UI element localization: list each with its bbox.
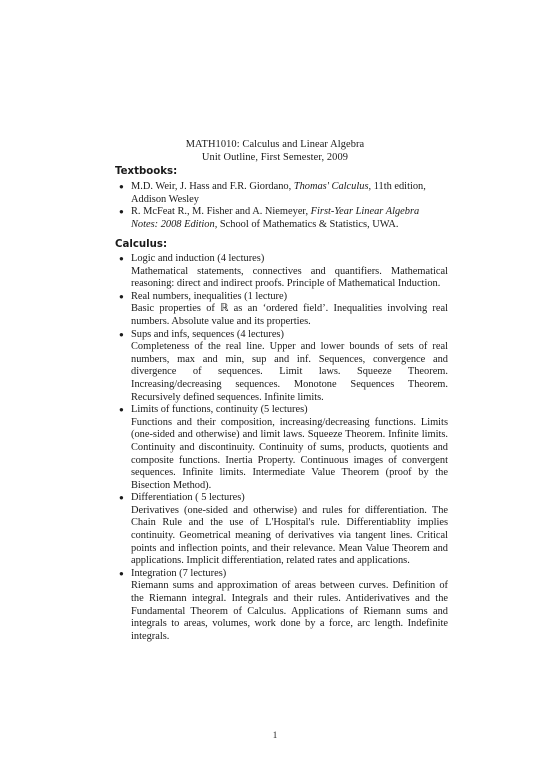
bullet-icon: ●	[119, 182, 124, 191]
textbook-edition: School of Mathematics & Statistics, UWA.	[217, 218, 399, 230]
page-number: 1	[272, 730, 278, 740]
topic-description: Mathematical statements, connectives and quantifiers. Mathematical reasoning: direct and indirect proofs. Principle of Mathematical Induction.	[131, 265, 448, 290]
topic-description: Functions and their composition, increasing/decreasing functions. Limits (one-sided and otherwise) and limit laws. Squeeze Theorem. Infinite limits. Continuity and discontinuity. Continuity of sums, products, quotients and composite functions. Inertia Property. Continuous images of convergent sequences. Infinite limits. Intermediate Value Theorem (proof by the Bisection Method).	[131, 416, 448, 491]
topic-title: Limits of functions, continuity (5 lectures)	[131, 404, 308, 416]
textbook-title: First-Year Linear Algebra Notes: 2008 Edition,	[131, 206, 420, 230]
textbook-authors: R. McFeat R., M. Fisher and A. Niemeyer,	[131, 206, 311, 218]
textbook-edition: 11th edition, Addison Wesley	[131, 181, 426, 205]
topic-description: Riemann sums and approximation of areas between curves. Definition of the Riemann integral. Integrals and their rules. Antiderivatives and the Fundamental Theorem of Calculus. Applications of Riemann sums and integrals to areas, volumes, work done by a force, arc length. Indefinite integrals.	[131, 580, 448, 642]
calculus-topic-list	[115, 253, 448, 643]
topic-item	[115, 404, 448, 492]
textbook-item	[115, 206, 448, 231]
textbooks-heading: Textbooks:	[115, 166, 178, 177]
bullet-icon: ●	[119, 568, 124, 578]
bullet-icon: ●	[119, 329, 124, 339]
textbook-item	[115, 181, 448, 206]
topic-item	[115, 329, 448, 405]
topic-title: Sups and infs, sequences (4 lectures)	[131, 328, 284, 340]
topic-description: Completeness of the real line. Upper and lower bounds of sets of real numbers, max and min, sup and inf. Sequences, convergence and divergence of sequences. Limit laws. Squeeze Theorem. Increasing/decreasing sequences. Monotone Sequences Theorem. Recursively defined sequences. Infinite limits.	[131, 341, 448, 403]
topic-title: Integration (7 lectures)	[131, 567, 227, 579]
topic-description: Basic properties of ℝ as an ‘ordered field’. Inequalities involving real numbers. Absolute value and its properties.	[131, 303, 448, 327]
bullet-icon: ●	[119, 291, 124, 301]
document-title	[0, 138, 550, 164]
topic-item	[115, 492, 448, 568]
bullet-icon: ●	[119, 493, 124, 503]
topic-title: Logic and induction (4 lectures)	[131, 253, 265, 264]
topic-title: Real numbers, inequalities (1 lecture)	[131, 290, 288, 302]
bullet-icon: ●	[119, 405, 124, 415]
title-line-1: MATH1010: Calculus and Linear Algebra	[185, 139, 365, 150]
textbook-authors: M.D. Weir, J. Hass and F.R. Giordano,	[131, 181, 294, 192]
topic-item	[115, 253, 448, 291]
topic-description: Derivatives (one-sided and otherwise) and rules for differentiation. The Chain Rule and the use of L'Hospital's rule. Differentiablity implies continuity. Geometrical meaning of derivatives via tangent lines. Critical points and inflection points, and their relevance. Mean Value Theorem and applications. Implicit differentiation, related rates and applications.	[131, 504, 448, 567]
bullet-icon: ●	[119, 254, 124, 263]
textbooks-list	[115, 181, 448, 231]
topic-title: Differentiation ( 5 lectures)	[131, 492, 245, 504]
textbook-title: Thomas' Calculus,	[293, 181, 372, 192]
title-line-2: Unit Outline, First Semester, 2009	[201, 152, 349, 163]
topic-item	[115, 291, 448, 329]
calculus-heading: Calculus:	[115, 239, 168, 250]
topic-item	[115, 568, 448, 644]
bullet-icon: ●	[119, 207, 124, 217]
